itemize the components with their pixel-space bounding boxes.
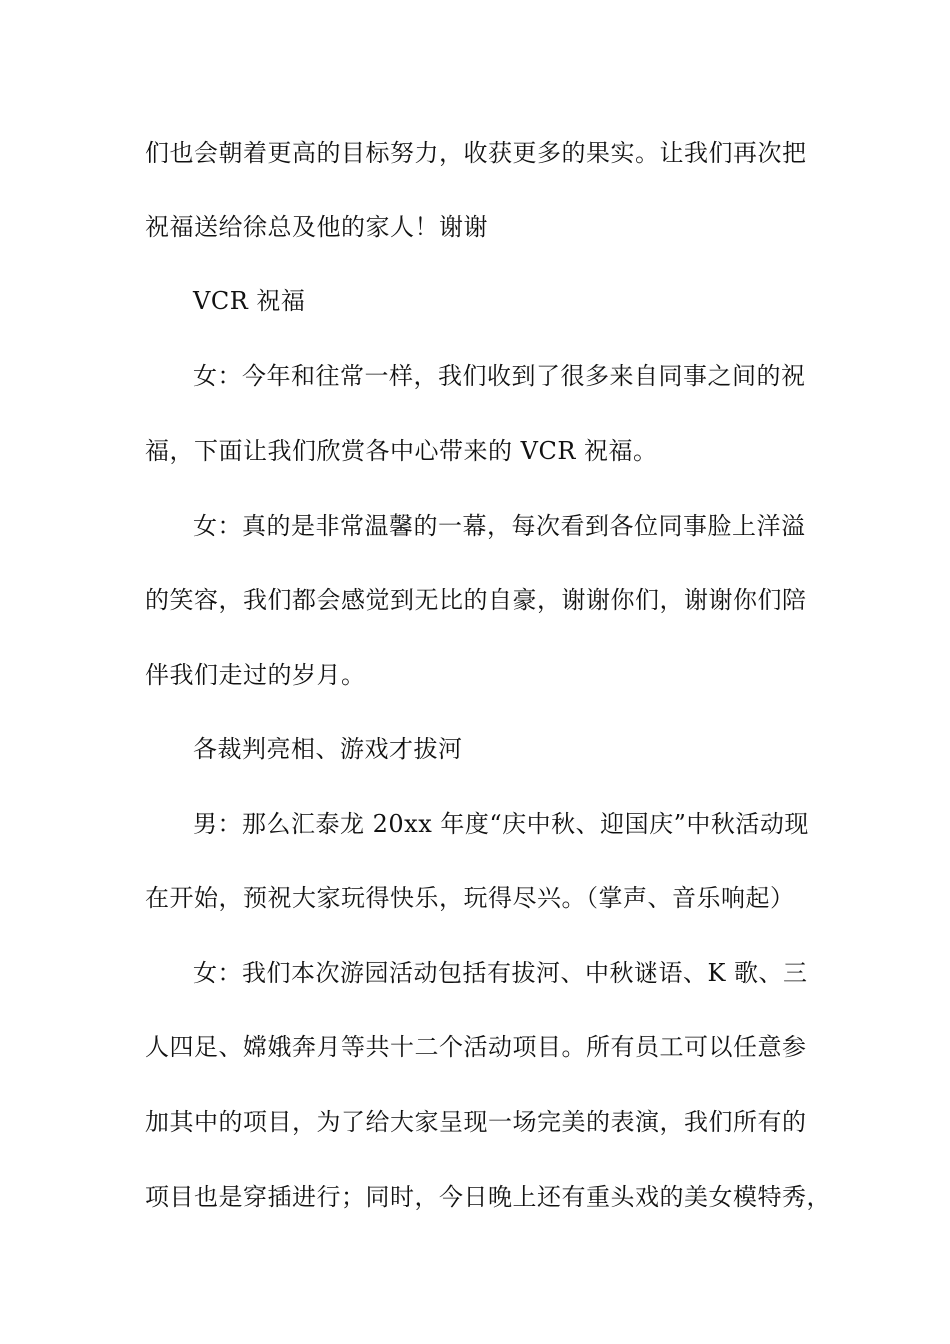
section-heading: 各裁判亮相、游戏才拔河 [193,735,463,763]
text-line: 在开始，预祝大家玩得快乐，玩得尽兴。（掌声、音乐响起） [145,884,795,912]
text-line: 伴我们走过的岁月。 [145,661,366,689]
text-line: 的笑容，我们都会感觉到无比的自豪，谢谢你们，谢谢你们陪 [145,586,807,614]
section-heading: VCR 祝福 [193,287,306,315]
text-line: 人四足、嫦娥奔月等共十二个活动项目。所有员工可以任意参 [145,1033,807,1061]
text-line: 项目也是穿插进行；同时，今日晚上还有重头戏的美女模特秀， [145,1183,831,1211]
text-line: 加其中的项目，为了给大家呈现一场完美的表演，我们所有的 [145,1108,807,1136]
text-line: 女：今年和往常一样，我们收到了很多来自同事之间的祝 [193,362,806,390]
text-line: 女：我们本次游园活动包括有拔河、中秋谜语、K 歌、三 [193,959,808,987]
text-line: 祝福送给徐总及他的家人！谢谢 [145,213,488,241]
text-line: 们也会朝着更高的目标努力，收获更多的果实。让我们再次把 [145,139,807,167]
text-line: 福，下面让我们欣赏各中心带来的 VCR 祝福。 [145,437,658,465]
text-line: 女：真的是非常温馨的一幕，每次看到各位同事脸上洋溢 [193,512,806,540]
text-line: 男：那么汇泰龙 20xx 年度“庆中秋、迎国庆”中秋活动现 [193,810,809,838]
